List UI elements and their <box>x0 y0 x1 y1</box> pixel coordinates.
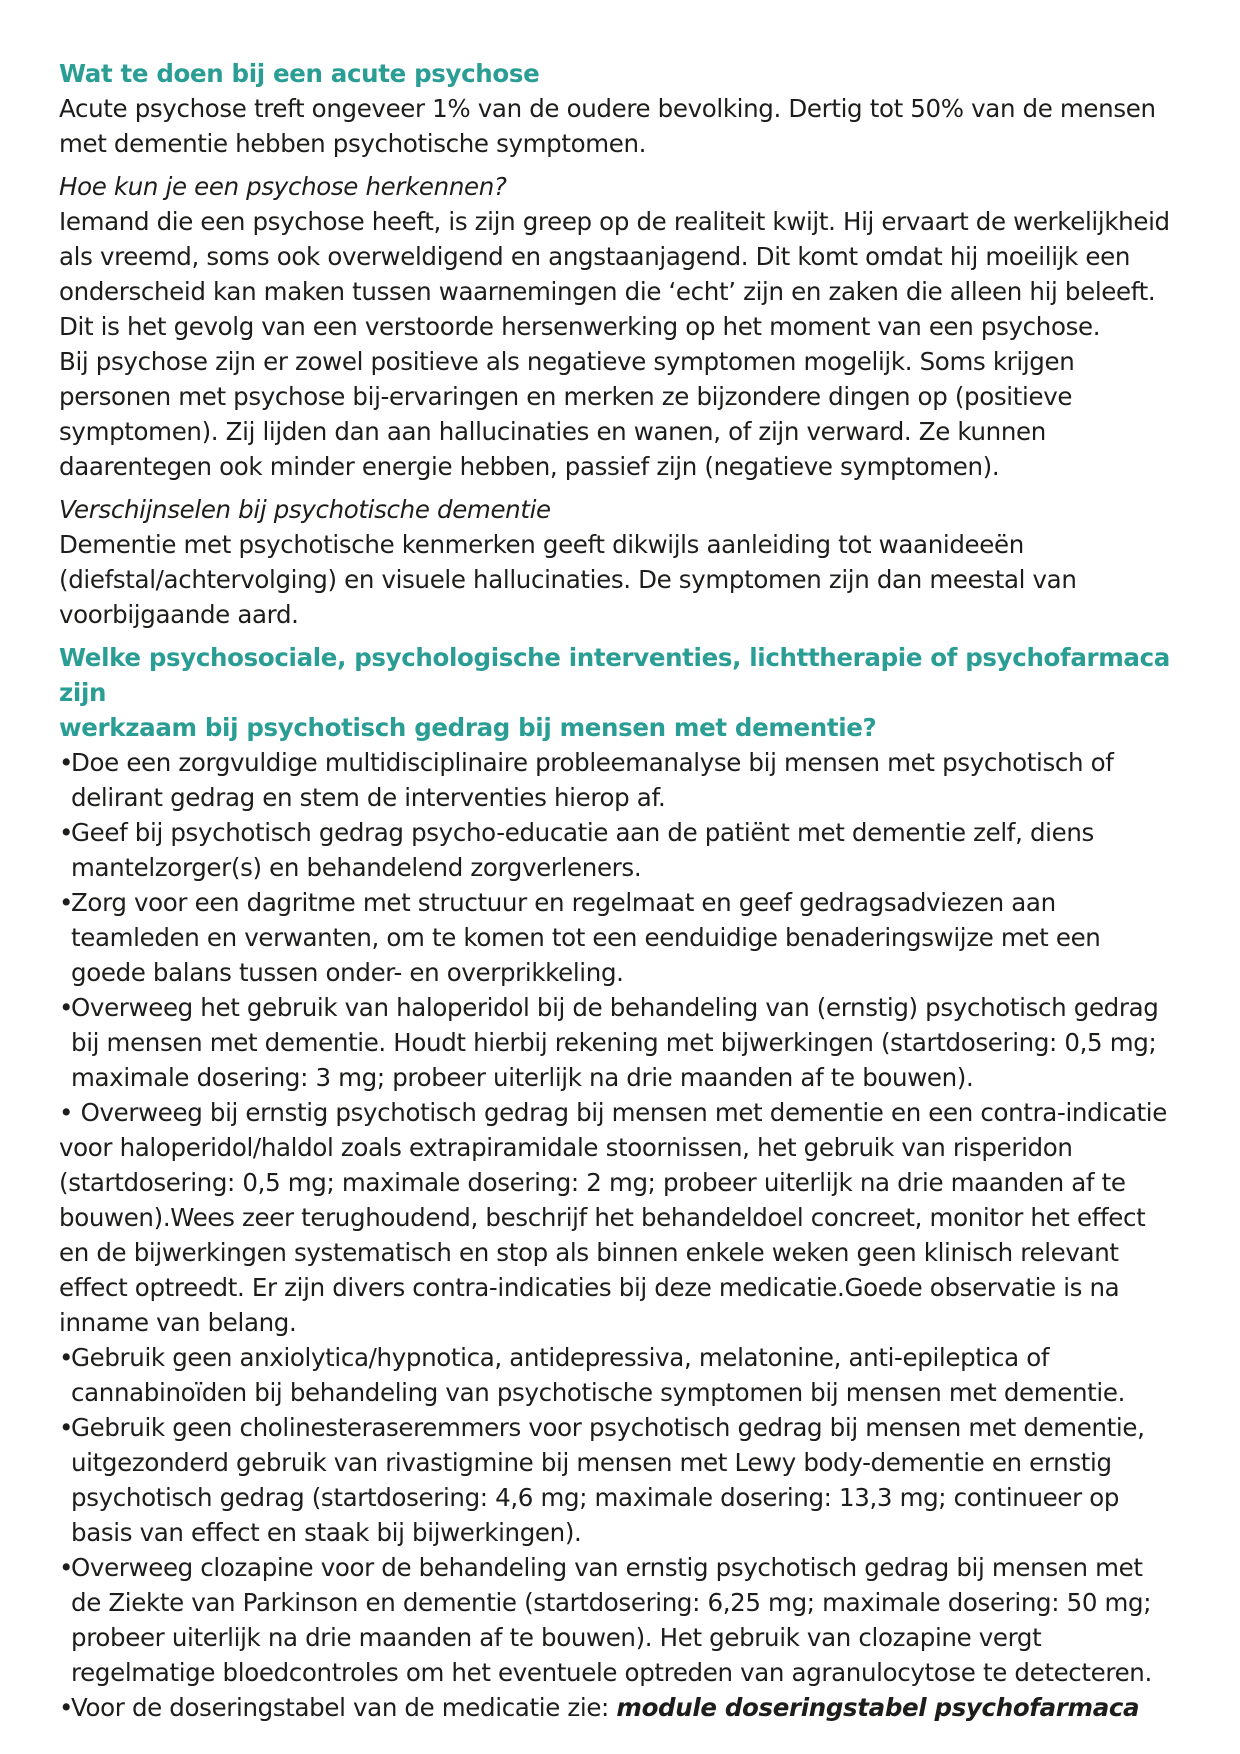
text-line: maximale dosering: 3 mg; probeer uiterlijk na drie maanden af te bouwen). <box>71 1063 974 1092</box>
text-line: daarentegen ook minder energie hebben, passief zijn (negatieve symptomen). <box>59 452 1000 481</box>
bullet-marker: • <box>59 1343 74 1372</box>
list-item <box>59 745 1189 815</box>
list-item <box>59 1340 1189 1410</box>
document-page <box>59 56 1189 1725</box>
text-line: teamleden en verwanten, om te komen tot een eenduidige benaderingswijze met een <box>71 923 1101 952</box>
text-line: (startdosering: 0,5 mg; maximale dosering: 2 mg; probeer uiterlijk na drie maanden af te <box>59 1168 1126 1197</box>
subheading-herkennen: Hoe kun je een psychose herkennen? <box>59 172 507 201</box>
section-heading-acute-psychose: Wat te doen bij een acute psychose <box>59 59 540 88</box>
section-heading-interventies <box>59 640 1189 745</box>
paragraph-verschijnselen <box>59 527 1189 632</box>
list-item <box>59 1550 1189 1690</box>
bullet-marker: • <box>59 888 74 917</box>
list-item <box>59 885 1189 990</box>
text-line: voor haloperidol/haldol zoals extrapiramidale stoornissen, het gebruik van risperidon <box>59 1133 1073 1162</box>
bullet-marker: • <box>59 818 74 847</box>
text-line: de Ziekte van Parkinson en dementie (startdosering: 6,25 mg; maximale dosering: 50 mg; <box>71 1588 1152 1617</box>
text-line: bouwen).Wees zeer terughoudend, beschrijf het behandeldoel concreet, monitor het effect <box>59 1203 1146 1232</box>
text-line: Geef bij psychotisch gedrag psycho-educatie aan de patiënt met dementie zelf, diens <box>71 818 1094 847</box>
text-line: cannabinoïden bij behandeling van psychotische symptomen bij mensen met dementie. <box>71 1378 1126 1407</box>
text-line: Acute psychose treft ongeveer 1% van de oudere bevolking. Dertig tot 50% van de mensen <box>59 94 1156 123</box>
text-line: onderscheid kan maken tussen waarnemingen die ‘echt’ zijn en zaken die alleen hij beleeft. <box>59 277 1156 306</box>
text-line: inname van belang. <box>59 1308 297 1337</box>
text-line: effect optreedt. Er zijn divers contra-indicaties bij deze medicatie.Goede observatie is na <box>59 1273 1120 1302</box>
list-item <box>59 1690 1189 1725</box>
interventions-list <box>59 745 1189 1725</box>
text-line: Zorg voor een dagritme met structuur en regelmaat en geef gedragsadviezen aan <box>71 888 1056 917</box>
text-line: Voor de doseringstabel van de medicatie zie: <box>71 1693 617 1722</box>
text-line: mantelzorger(s) en behandelend zorgverleners. <box>71 853 642 882</box>
list-item <box>59 815 1189 885</box>
text-line: goede balans tussen onder- en overprikkeling. <box>71 958 624 987</box>
list-item <box>59 990 1189 1095</box>
bullet-marker: • <box>59 993 74 1022</box>
intro-paragraph <box>59 91 1189 161</box>
text-line: basis van effect en staak bij bijwerkingen). <box>71 1518 582 1547</box>
text-line: bij mensen met dementie. Houdt hierbij rekening met bijwerkingen (startdosering: 0,5 mg; <box>71 1028 1157 1057</box>
bullet-marker: • <box>59 1693 74 1722</box>
text-line: Gebruik geen cholinesteraseremmers voor psychotisch gedrag bij mensen met dementie, <box>71 1413 1145 1442</box>
text-line: Overweeg clozapine voor de behandeling van ernstig psychotisch gedrag bij mensen met <box>71 1553 1143 1582</box>
text-line: (diefstal/achtervolging) en visuele hallucinaties. De symptomen zijn dan meestal van <box>59 565 1077 594</box>
text-line: Iemand die een psychose heeft, is zijn greep op de realiteit kwijt. Hij ervaart de werkelijkheid <box>59 207 1170 236</box>
text-line: personen met psychose bij-ervaringen en merken ze bijzondere dingen op (positieve <box>59 382 1073 411</box>
text-line: Doe een zorgvuldige multidisciplinaire probleemanalyse bij mensen met psychotisch of <box>71 748 1114 777</box>
subheading-verschijnselen: Verschijnselen bij psychotische dementie <box>59 495 551 524</box>
heading-line: werkzaam bij psychotisch gedrag bij mensen met dementie? <box>59 713 877 742</box>
list-item <box>59 1095 1189 1340</box>
text-line: probeer uiterlijk na drie maanden af te bouwen). Het gebruik van clozapine vergt <box>71 1623 1042 1652</box>
bullet-marker: • <box>59 1413 74 1442</box>
text-line: regelmatige bloedcontroles om het eventuele optreden van agranulocytose te detecteren. <box>71 1658 1152 1687</box>
heading-line: Welke psychosociale, psychologische interventies, lichttherapie of psychofarmaca zijn <box>59 643 1170 707</box>
text-line: Overweeg bij ernstig psychotisch gedrag bij mensen met dementie en een contra-indicatie <box>80 1098 1167 1127</box>
text-line: Dementie met psychotische kenmerken geeft dikwijls aanleiding tot waanideeën <box>59 530 1024 559</box>
text-line: Dit is het gevolg van een verstoorde hersenwerking op het moment van een psychose. <box>59 312 1101 341</box>
text-line: uitgezonderd gebruik van rivastigmine bij mensen met Lewy body-dementie en ernstig <box>71 1448 1112 1477</box>
text-line: delirant gedrag en stem de interventies hierop af. <box>71 783 666 812</box>
bullet-marker: • <box>59 1098 74 1127</box>
bullet-marker: • <box>59 1553 74 1582</box>
text-line: en de bijwerkingen systematisch en stop als binnen enkele weken geen klinisch relevant <box>59 1238 1119 1267</box>
text-line: symptomen). Zij lijden dan aan hallucinaties en wanen, of zijn verward. Ze kunnen <box>59 417 1046 446</box>
text-line: Overweeg het gebruik van haloperidol bij de behandeling van (ernstig) psychotisch gedrag <box>71 993 1159 1022</box>
text-line: psychotisch gedrag (startdosering: 4,6 mg; maximale dosering: 13,3 mg; continueer op <box>71 1483 1120 1512</box>
text-line: Bij psychose zijn er zowel positieve als negatieve symptomen mogelijk. Soms krijgen <box>59 347 1075 376</box>
bullet-marker: • <box>59 748 74 777</box>
paragraph-herkennen <box>59 204 1189 484</box>
module-reference-link[interactable]: module doseringstabel psychofarmaca <box>616 1693 1140 1722</box>
list-item <box>59 1410 1189 1550</box>
text-line: als vreemd, soms ook overweldigend en angstaanjagend. Dit komt omdat hij moeilijk een <box>59 242 1131 271</box>
text-line: Gebruik geen anxiolytica/hypnotica, antidepressiva, melatonine, anti-epileptica of <box>71 1343 1050 1372</box>
text-line: met dementie hebben psychotische symptomen. <box>59 129 647 158</box>
text-line: voorbijgaande aard. <box>59 600 299 629</box>
